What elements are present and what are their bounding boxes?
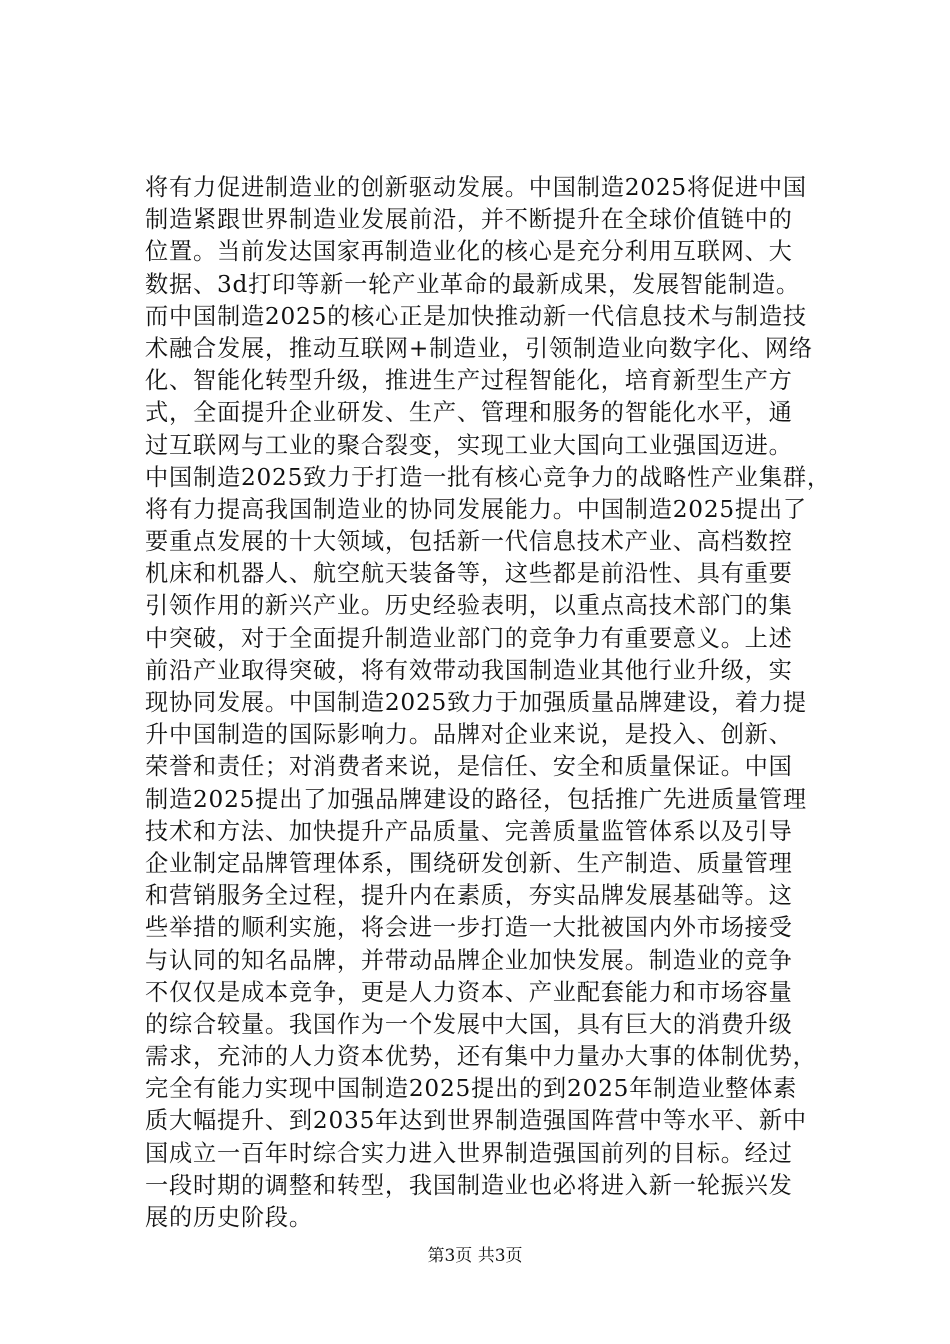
text-line: 完全有能力实现中国制造2025提出的到2025年制造业整体素 <box>145 1075 798 1103</box>
text-line: 化、智能化转型升级，推进生产过程智能化，培育新型生产方 <box>145 367 793 395</box>
text-line: 位置。当前发达国家再制造业化的核心是充分利用互联网、大 <box>145 238 793 266</box>
text-line: 要重点发展的十大领域，包括新一代信息技术产业、高档数控 <box>145 528 793 556</box>
text-line: 企业制定品牌管理体系，围绕研发创新、生产制造、质量管理 <box>145 849 793 877</box>
text-line: 荣誉和责任；对消费者来说，是信任、安全和质量保证。中国 <box>145 753 793 781</box>
text-line: 中国制造2025致力于打造一批有核心竞争力的战略性产业集群， <box>145 463 831 491</box>
page-footer: 第3页 共3页 <box>427 1246 523 1266</box>
text-line: 现协同发展。中国制造2025致力于加强质量品牌建设，着力提 <box>145 689 807 716</box>
text-line: 技术和方法、加快提升产品质量、完善质量监管体系以及引导 <box>145 817 793 845</box>
text-line: 些举措的顺利实施，将会进一步打造一大批被国内外市场接受 <box>145 914 793 942</box>
text-line: 的综合较量。我国作为一个发展中大国，具有巨大的消费升级 <box>145 1010 793 1038</box>
text-line: 与认同的知名品牌，并带动品牌企业加快发展。制造业的竞争 <box>145 946 793 974</box>
text-line: 引领作用的新兴产业。历史经验表明，以重点高技术部门的集 <box>145 592 793 620</box>
text-line: 制造2025提出了加强品牌建设的路径，包括推广先进质量管理 <box>145 785 807 813</box>
text-line: 式，全面提升企业研发、生产、管理和服务的智能化水平，通 <box>145 399 793 427</box>
body-text <box>145 172 831 1234</box>
text-line: 而中国制造2025的核心正是加快推动新一代信息技术与制造技 <box>145 302 807 330</box>
text-line: 国成立一百年时综合实力进入世界制造强国前列的目标。经过 <box>145 1139 793 1167</box>
text-line: 质大幅提升、到2035年达到世界制造强国阵营中等水平、新中 <box>145 1107 807 1135</box>
text-line: 术融合发展，推动互联网+制造业，引领制造业向数字化、网络 <box>145 334 813 362</box>
text-line: 不仅仅是成本竞争，更是人力资本、产业配套能力和市场容量 <box>145 978 793 1006</box>
text-line: 制造紧跟世界制造业发展前沿，并不断提升在全球价值链中的 <box>145 206 793 234</box>
text-line: 和营销服务全过程，提升内在素质，夯实品牌发展基础等。这 <box>145 882 793 910</box>
text-line: 展的历史阶段。 <box>145 1204 313 1231</box>
text-line: 将有力促进制造业的创新驱动发展。中国制造2025将促进中国 <box>145 174 807 201</box>
text-line: 将有力提高我国制造业的协同发展能力。中国制造2025提出了 <box>145 495 807 523</box>
text-line: 数据、3d打印等新一轮产业革命的最新成果，发展智能制造。 <box>145 270 800 298</box>
text-line: 过互联网与工业的聚合裂变，实现工业大国向工业强国迈进。 <box>145 431 793 459</box>
text-line: 中突破，对于全面提升制造业部门的竞争力有重要意义。上述 <box>145 624 793 652</box>
text-line: 升中国制造的国际影响力。品牌对企业来说，是投入、创新、 <box>145 721 793 749</box>
text-line: 一段时期的调整和转型，我国制造业也必将进入新一轮振兴发 <box>145 1171 793 1199</box>
text-line: 需求，充沛的人力资本优势，还有集中力量办大事的体制优势， <box>145 1043 817 1071</box>
text-line: 前沿产业取得突破，将有效带动我国制造业其他行业升级，实 <box>145 656 793 684</box>
text-line: 机床和机器人、航空航天装备等，这些都是前沿性、具有重要 <box>145 560 793 588</box>
